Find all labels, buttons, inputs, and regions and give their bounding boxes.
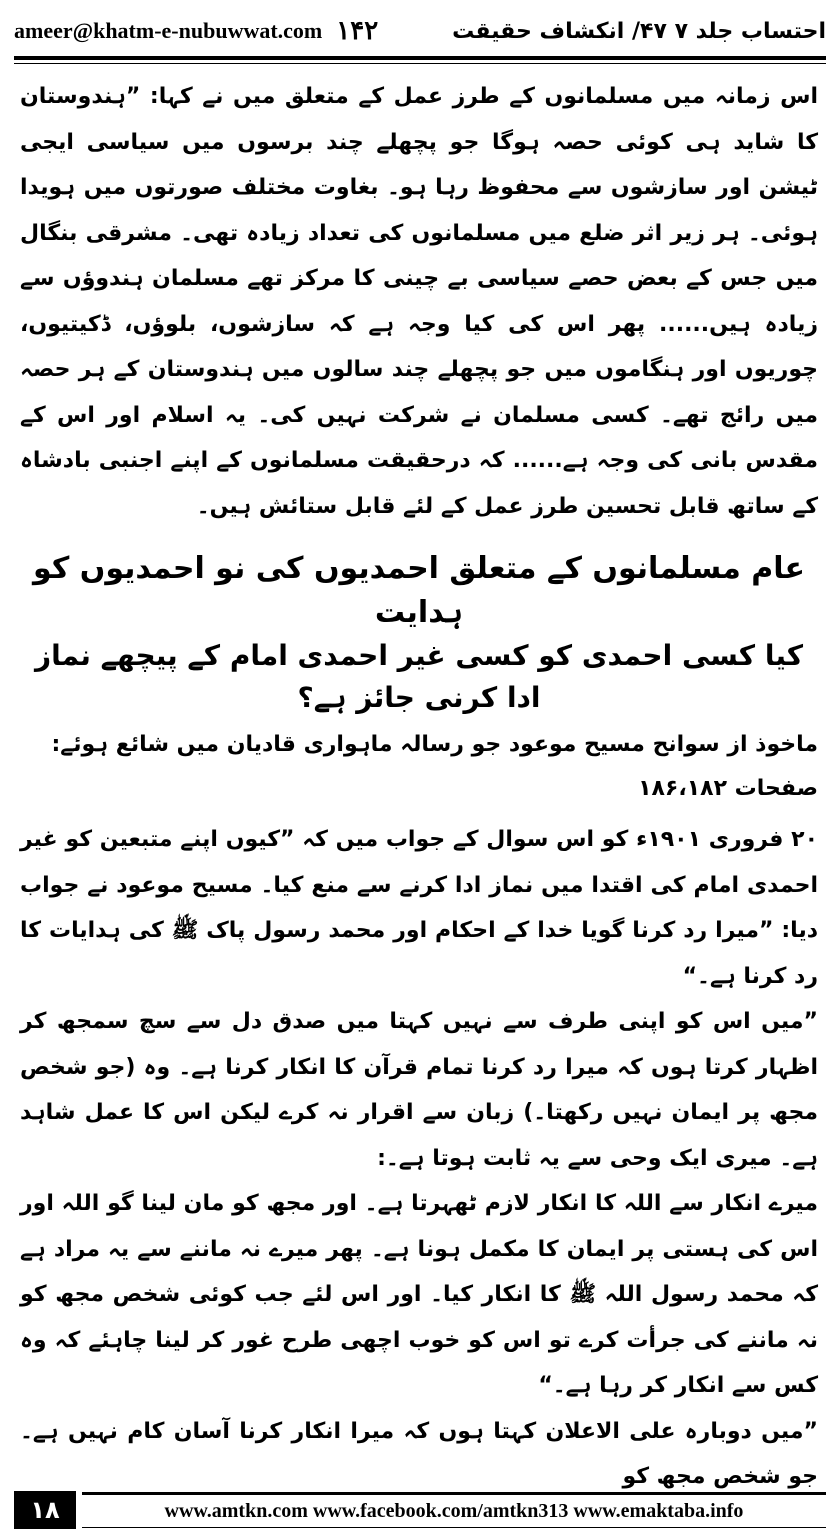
header-rule xyxy=(14,56,826,60)
section-heading: عام مسلمانوں کے متعلق احمدیوں کی نو احمدیوں کو ہدایت xyxy=(33,551,805,630)
pages-line: صفحات ۱۸۶،۱۸۲ xyxy=(638,776,818,801)
header-title: احتساب جلد ۷ ۴۷/ انکشاف حقیقت xyxy=(452,18,826,44)
paragraph-4: میرے انکار سے اللہ کا انکار لازم ٹھہرتا ہے۔ اور مجھ کو مان لینا گو اللہ اور اس کی ہستی پر ایمان کا مکمل ہونا ہے۔ پھر میرے نہ ماننے سے یہ مراد ہے کہ محمد رسول اللہ ﷺ کا انکار کیا۔ اور اس لئے جب کوئی شخص مجھ کو نہ ماننے کی جرأت کرے تو اس کو خوب اچھی طرح غور کر لینا چاہئے کہ وہ کس سے انکار کر رہا ہے۔“ xyxy=(20,1191,818,1398)
page-footer xyxy=(14,1490,826,1530)
header-email: ameer@khatm-e-nubuwwat.com xyxy=(14,18,323,43)
page-body xyxy=(20,74,818,1500)
paragraph-2: ۲۰ فروری ۱۹۰۱ء کو اس سوال کے جواب میں کہ ”کیوں اپنے متبعین کو غیر احمدی امام کی اقتدا میں نماز ادا کرنے سے منع کیا۔ مسیح موعود نے جواب دیا: ”میرا رد کرنا گویا خدا کے احکام اور محمد رسول پاک ﷺ کی ہدایات کا رد کرنا ہے۔“ xyxy=(20,827,818,989)
paragraph-3: ”میں اس کو اپنی طرف سے نہیں کہتا میں صدق دل سے سچ سمجھ کر اظہار کرتا ہوں کہ میرا رد کرنا تمام قرآن کا انکار کرنا ہے۔ وہ (جو شخص مجھ پر ایمان نہیں رکھتا۔) زبان سے اقرار نہ کرے لیکن اس کا عمل شاہد ہے۔ میری ایک وحی سے یہ ثابت ہوتا ہے۔: xyxy=(20,1009,818,1171)
section-subheading: کیا کسی احمدی کو کسی غیر احمدی امام کے پیچھے نماز ادا کرنی جائز ہے؟ xyxy=(34,639,804,714)
paragraph-5: ”میں دوبارہ علی الاعلان کہتا ہوں کہ میرا انکار کرنا آسان کام نہیں ہے۔ جو شخص مجھ کو xyxy=(20,1418,818,1489)
source-line: ماخوذ از سوانح مسیح موعود جو رسالہ ماہواری قادیان میں شائع ہوئے: xyxy=(51,732,818,757)
paragraph-1: اس زمانہ میں مسلمانوں کے طرز عمل کے متعلق میں نے کہا: ”ہندوستان کا شاید ہی کوئی حصہ ہوگا جو پچھلے چند برسوں میں سیاسی ایجی ٹیشن اور سازشوں سے محفوظ رہا ہو۔ بغاوت مختلف صورتوں میں ہویدا ہوئی۔ ہر زیر اثر ضلع میں مسلمانوں کی تعداد زیادہ تھی۔ مشرقی بنگال میں جس کے بعض حصے سیاسی بے چینی کا مرکز تھے مسلمان ہندوؤں سے زیادہ ہیں...... پھر اس کی کیا وجہ ہے کہ سازشوں، بلوؤں، ڈکیتیوں، چوریوں اور ہنگاموں میں جو پچھلے چند سالوں میں ہندوستان کے ہر حصہ میں رائج تھے۔ کسی مسلمان نے شرکت نہیں کی۔ یہ اسلام اور اس کے مقدس بانی کی وجہ ہے...... کہ درحقیقت مسلمانوں کے اپنے اجنبی بادشاہ کے ساتھ قابل تحسین طرز عمل کے لئے قابل ستائش ہیں۔ xyxy=(20,84,818,519)
page-header xyxy=(14,8,826,54)
header-rule-thin xyxy=(14,63,826,64)
header-page-number: ۱۴۲ xyxy=(336,16,379,46)
header-left xyxy=(14,16,378,46)
footer-page-number: ۱۸ xyxy=(14,1491,76,1529)
footer-links: www.amtkn.com www.facebook.com/amtkn313 www.emaktaba.info xyxy=(82,1492,826,1528)
